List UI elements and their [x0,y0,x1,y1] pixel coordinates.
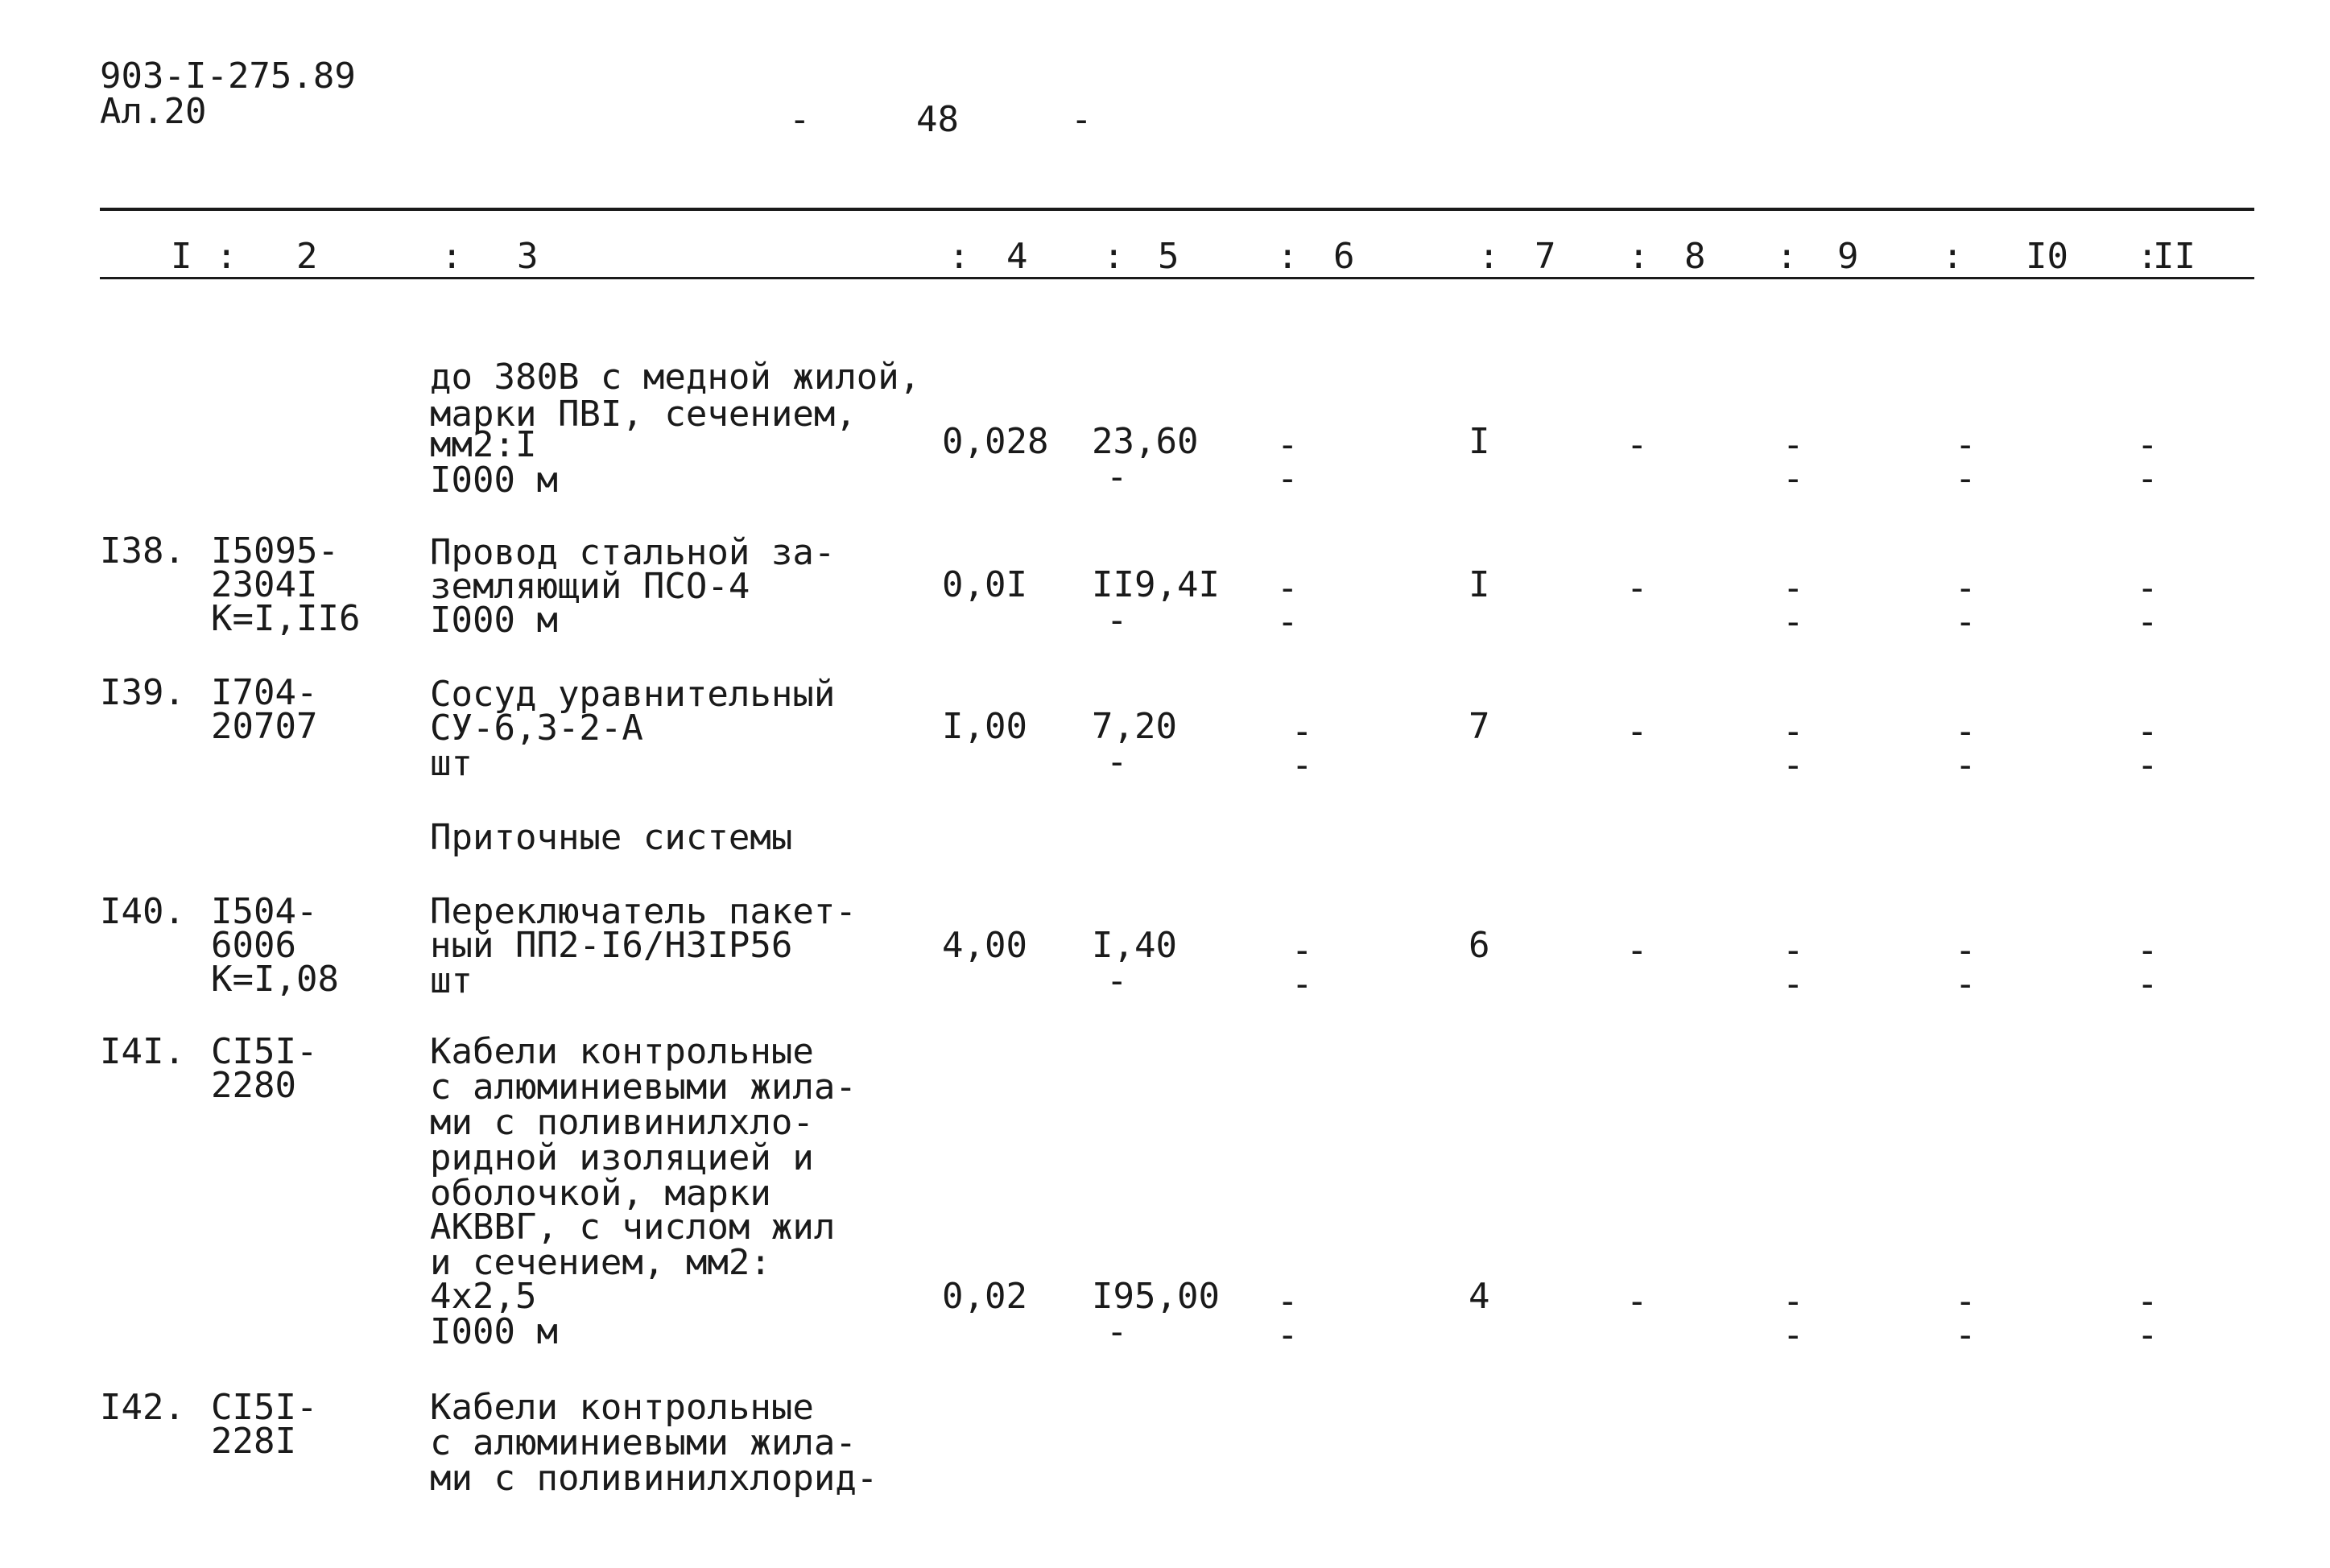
row-col7: I [1469,421,1490,462]
row-col9-below: - [1783,1314,1804,1355]
row-description-line: шт [430,743,473,784]
section-heading: Приточные системы [430,817,793,858]
row-price: II9,4I [1092,564,1220,605]
row-code-line: 2280 [211,1065,296,1106]
row-code-line: 228I [211,1421,296,1462]
row-code-line: СI5I- [211,1387,318,1428]
row-col11-below: - [2137,458,2159,499]
row-description-line: ный ПП2-I6/Н3IР56 [430,925,793,966]
column-header-6: 6 [1333,236,1355,277]
row-col10-below: - [1955,601,1977,642]
row-description-line: оболочкой, марки [430,1173,771,1214]
row-description-line: с алюминиевыми жила- [430,1422,857,1463]
row-quantity: 0,028 [942,421,1049,462]
column-separator: : [2137,236,2159,277]
row-col9-below: - [1783,963,1804,1005]
row-number: I42. [100,1387,185,1428]
row-description-line: Кабели контрольные [430,1031,814,1072]
row-code-line: СI5I- [211,1031,318,1072]
row-col6: - [1291,711,1313,752]
row-description-line: до 380В с медной жилой, [430,357,921,398]
row-col8: - [1626,567,1648,609]
row-col6-below: - [1277,458,1299,499]
row-col6: - [1277,1281,1299,1322]
row-description-line: I000 м [430,600,558,641]
row-code-line: I5095- [211,530,339,571]
row-code-line: I704- [211,672,318,713]
row-number: I4I. [100,1031,185,1072]
row-price-below: - [1106,600,1128,641]
row-col11: - [2137,930,2159,971]
row-col10: - [1955,424,1977,465]
row-description-line: земляющий ПСО-4 [430,566,750,607]
row-description-line: I000 м [430,1311,558,1352]
row-description-line: мм2:I [430,424,537,465]
column-header-7: 7 [1535,236,1556,277]
row-col11: - [2137,711,2159,752]
row-col7: I [1469,564,1490,605]
row-code-line: I504- [211,891,318,932]
row-description-line: СУ-6,3-2-А [430,708,643,749]
row-col9: - [1783,1281,1804,1322]
column-separator: : [1277,236,1299,277]
row-price: I,40 [1092,925,1177,966]
table-header-rule [100,277,2254,279]
column-separator: : [216,236,238,277]
row-col6-below: - [1291,963,1313,1005]
row-col8: - [1626,711,1648,752]
column-separator: : [1478,236,1500,277]
row-col9-below: - [1783,458,1804,499]
row-col9: - [1783,567,1804,609]
row-quantity: 4,00 [942,925,1027,966]
row-price-below: - [1106,456,1128,497]
row-price: 7,20 [1092,706,1177,747]
column-header-11: II [2153,236,2196,277]
row-price-below: - [1106,1311,1128,1352]
page-dash-left: - [789,99,811,140]
row-number: I38. [100,530,185,571]
row-code-line: К=I,II6 [211,598,361,639]
column-separator: : [441,236,463,277]
row-col8: - [1626,1281,1648,1322]
row-col9: - [1783,711,1804,752]
row-col8: - [1626,424,1648,465]
row-col11-below: - [2137,1314,2159,1355]
column-separator: : [1628,236,1650,277]
row-col9-below: - [1783,601,1804,642]
row-col10-below: - [1955,745,1977,786]
row-price: 23,60 [1092,421,1199,462]
column-header-1: I [171,236,192,277]
row-price: I95,00 [1092,1276,1220,1317]
row-col10: - [1955,711,1977,752]
column-separator: : [1942,236,1964,277]
row-code-line: 20707 [211,706,318,747]
row-col10-below: - [1955,963,1977,1005]
row-description-line: ми с поливинилхло- [430,1102,814,1143]
row-number: I39. [100,672,185,713]
column-header-8: 8 [1684,236,1706,277]
row-quantity: 0,0I [942,564,1027,605]
row-number: I40. [100,891,185,932]
row-col11-below: - [2137,745,2159,786]
row-description-line: марки ПВI, сечением, [430,394,857,435]
row-code-line: 2304I [211,564,318,605]
column-header-5: 5 [1158,236,1179,277]
row-col11-below: - [2137,963,2159,1005]
column-header-9: 9 [1837,236,1859,277]
document-code: 903-I-275.89 [100,56,356,97]
row-description-line: АКВВГ, с числом жил [430,1207,836,1248]
row-col9: - [1783,424,1804,465]
row-col9-below: - [1783,745,1804,786]
column-separator: : [1103,236,1125,277]
row-description-line: Переключатель пакет- [430,891,857,932]
row-col6-below: - [1277,1314,1299,1355]
sheet-number: Ал.20 [100,91,207,132]
row-description-line: Сосуд уравнительный [430,674,836,715]
column-header-4: 4 [1006,236,1028,277]
row-col6: - [1291,930,1313,971]
column-header-10: I0 [2026,236,2068,277]
row-col10-below: - [1955,1314,1977,1355]
row-col10-below: - [1955,458,1977,499]
row-quantity: 0,02 [942,1276,1027,1317]
row-col11: - [2137,1281,2159,1322]
row-col10: - [1955,1281,1977,1322]
column-separator: : [1776,236,1798,277]
row-description-line: 4х2,5 [430,1276,537,1317]
row-col7: 4 [1469,1276,1490,1317]
row-description-line: ми с поливинилхлорид- [430,1458,878,1499]
table-top-rule [100,208,2254,211]
row-price-below: - [1106,741,1128,782]
row-col7: 6 [1469,925,1490,966]
row-description-line: Провод стальной за- [430,532,836,573]
row-col10: - [1955,567,1977,609]
row-description-line: шт [430,960,473,1001]
row-price-below: - [1106,960,1128,1001]
row-description-line: I000 м [430,460,558,501]
row-code-line: К=I,08 [211,959,339,1000]
row-col10: - [1955,930,1977,971]
row-col6: - [1277,424,1299,465]
row-col9: - [1783,930,1804,971]
row-col6-below: - [1277,601,1299,642]
row-col8: - [1626,930,1648,971]
row-description-line: и сечением, мм2: [430,1242,771,1283]
row-description-line: с алюминиевыми жила- [430,1067,857,1108]
row-description-line: ридной изоляцией и [430,1137,814,1178]
row-code-line: 6006 [211,925,296,966]
column-separator: : [948,236,970,277]
row-col11: - [2137,424,2159,465]
page-dash-right: - [1071,99,1093,140]
row-col7: 7 [1469,706,1490,747]
page-number: 48 [916,99,959,140]
row-col11-below: - [2137,601,2159,642]
row-col6: - [1277,567,1299,609]
row-col11: - [2137,567,2159,609]
row-col6-below: - [1291,745,1313,786]
row-quantity: I,00 [942,706,1027,747]
row-description-line: Кабели контрольные [430,1387,814,1428]
column-header-3: 3 [517,236,539,277]
column-header-2: 2 [296,236,318,277]
